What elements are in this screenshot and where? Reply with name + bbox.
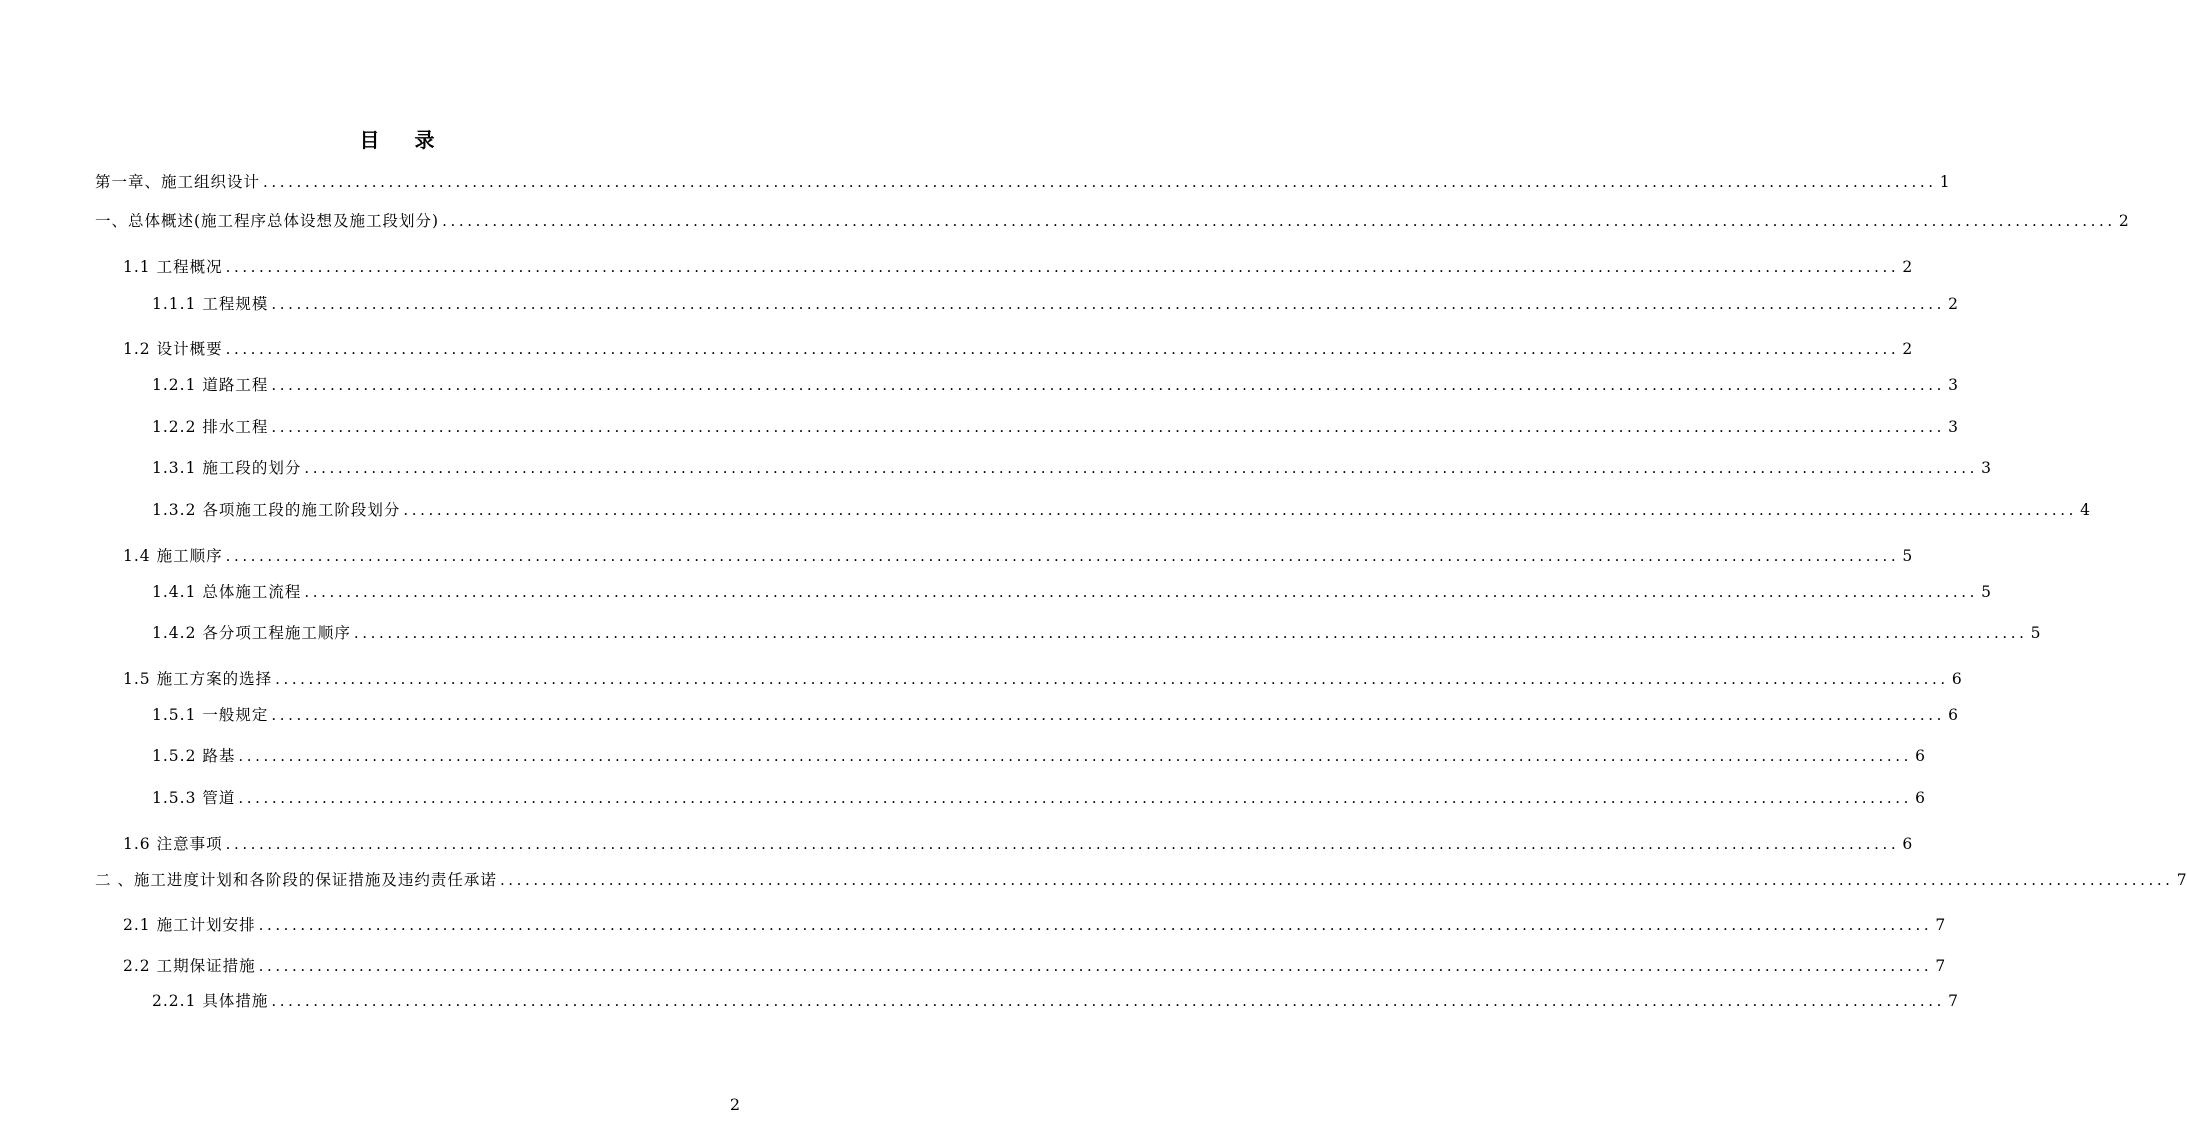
toc-entry-page: 6 [1902,835,1913,853]
toc-entry[interactable] [152,374,1958,396]
toc-entry-page: 7 [1948,992,1958,1010]
toc-entry-text: 1.6 注意事项 [123,835,223,853]
toc-entry-text: 1.1.1 工程规模 [152,295,269,313]
toc-entry-page: 5 [1902,547,1913,565]
toc-entry[interactable] [152,704,1958,726]
toc-entry-page: 2 [1902,340,1913,358]
toc-entry-text: 2.2 工期保证措施 [123,957,256,975]
toc-entry-text: 1.2.2 排水工程 [152,418,269,436]
toc-entry[interactable] [152,745,1925,767]
toc-entry-text: 1.4 施工顺序 [123,547,223,565]
toc-leader-dots: ........................................................................................................................................................................................................ [271,706,1945,724]
toc-leader-dots: ........................................................................................................................................................................................................ [403,501,2077,519]
toc-entry-page: 7 [2176,871,2187,889]
toc-entry[interactable] [123,955,1946,977]
toc-leader-dots: ........................................................................................................................................................................................................ [271,376,1945,394]
toc-entry-page: 3 [1948,376,1958,394]
toc-entry[interactable] [95,869,2187,891]
toc-entry-text: 1.5.2 路基 [152,747,236,765]
toc-entry[interactable] [152,622,2041,644]
toc-entry[interactable] [123,914,1946,936]
toc-entry[interactable] [152,416,1958,438]
toc-leader-dots: ........................................................................................................................................................................................................ [442,212,2116,230]
toc-entry-page: 7 [1935,916,1946,934]
toc-entry-text: 1.4.2 各分项工程施工顺序 [152,624,351,642]
page-number: 2 [729,1095,740,1114]
toc-leader-dots: ........................................................................................................................................................................................................ [275,670,1949,688]
toc-entry-text: 1.1 工程概况 [123,258,223,276]
toc-entry-page: 6 [1948,706,1958,724]
toc-entry-text: 1.4.1 总体施工流程 [152,583,302,601]
toc-leader-dots: ........................................................................................................................................................................................................ [271,418,1945,436]
toc-entry-page: 3 [1981,459,1991,477]
toc-entry[interactable] [152,499,2090,521]
toc-entry-page: 5 [1981,583,1991,601]
toc-entry-text: 1.5 施工方案的选择 [123,670,273,688]
toc-entry-page: 2 [1902,258,1913,276]
toc-entry-page: 6 [1915,789,1925,807]
toc-leader-dots: ........................................................................................................................................................................................................ [258,916,1933,934]
toc-entry-page: 1 [1939,173,1950,191]
toc-entry-page: 5 [2030,624,2041,642]
toc-entry[interactable] [95,210,2129,232]
toc-entry[interactable] [152,457,1991,479]
toc-leader-dots: ........................................................................................................................................................................................................ [353,624,2028,642]
toc-entry-text: 2.2.1 具体措施 [152,992,269,1010]
toc-leader-dots: ........................................................................................................................................................................................................ [263,173,1937,191]
toc-entry-text: 1.3.2 各项施工段的施工阶段划分 [152,501,401,519]
toc-entry[interactable] [95,171,1950,193]
toc-entry-text: 二 、施工进度计划和各阶段的保证措施及违约责任承诺 [95,871,497,889]
toc-entry-page: 4 [2080,501,2090,519]
toc-entry[interactable] [152,990,1958,1012]
toc-title: 目 录 [359,128,449,152]
toc-leader-dots: ........................................................................................................................................................................................................ [258,957,1933,975]
toc-leader-dots: ........................................................................................................................................................................................................ [499,871,2174,889]
toc-entry-text: 1.3.1 施工段的划分 [152,459,302,477]
toc-leader-dots: ........................................................................................................................................................................................................ [304,583,1978,601]
toc-entry-text: 第一章、施工组织设计 [95,173,261,191]
toc-entry-page: 3 [1948,418,1958,436]
toc-leader-dots: ........................................................................................................................................................................................................ [238,747,1912,765]
toc-leader-dots: ........................................................................................................................................................................................................ [225,258,1900,276]
toc-entry[interactable] [123,545,1913,567]
toc-leader-dots: ........................................................................................................................................................................................................ [271,295,1945,313]
toc-entry[interactable] [152,293,1958,315]
toc-entry-text: 一、总体概述(施工程序总体设想及施工段划分) [95,212,440,230]
toc-entry[interactable] [152,581,1991,603]
toc-entry[interactable] [123,833,1913,855]
toc-leader-dots: ........................................................................................................................................................................................................ [238,789,1912,807]
toc-entry-text: 1.2 设计概要 [123,340,223,358]
toc-entry-page: 6 [1951,670,1962,688]
toc-entry-page: 2 [2118,212,2129,230]
toc-entry-page: 6 [1915,747,1925,765]
toc-entry-page: 2 [1948,295,1958,313]
toc-entry[interactable] [123,256,1913,278]
toc-entry-text: 2.1 施工计划安排 [123,916,256,934]
toc-entry[interactable] [152,787,1925,809]
toc-entry[interactable] [123,668,1962,690]
toc-leader-dots: ........................................................................................................................................................................................................ [225,547,1900,565]
toc-leader-dots: ........................................................................................................................................................................................................ [225,835,1900,853]
toc-leader-dots: ........................................................................................................................................................................................................ [304,459,1978,477]
toc-leader-dots: ........................................................................................................................................................................................................ [271,992,1945,1010]
toc-entry-text: 1.5.3 管道 [152,789,236,807]
toc-entry-text: 1.2.1 道路工程 [152,376,269,394]
toc-entry-text: 1.5.1 一般规定 [152,706,269,724]
toc-entry-page: 7 [1935,957,1946,975]
toc-leader-dots: ........................................................................................................................................................................................................ [225,340,1900,358]
toc-entry[interactable] [123,338,1913,360]
